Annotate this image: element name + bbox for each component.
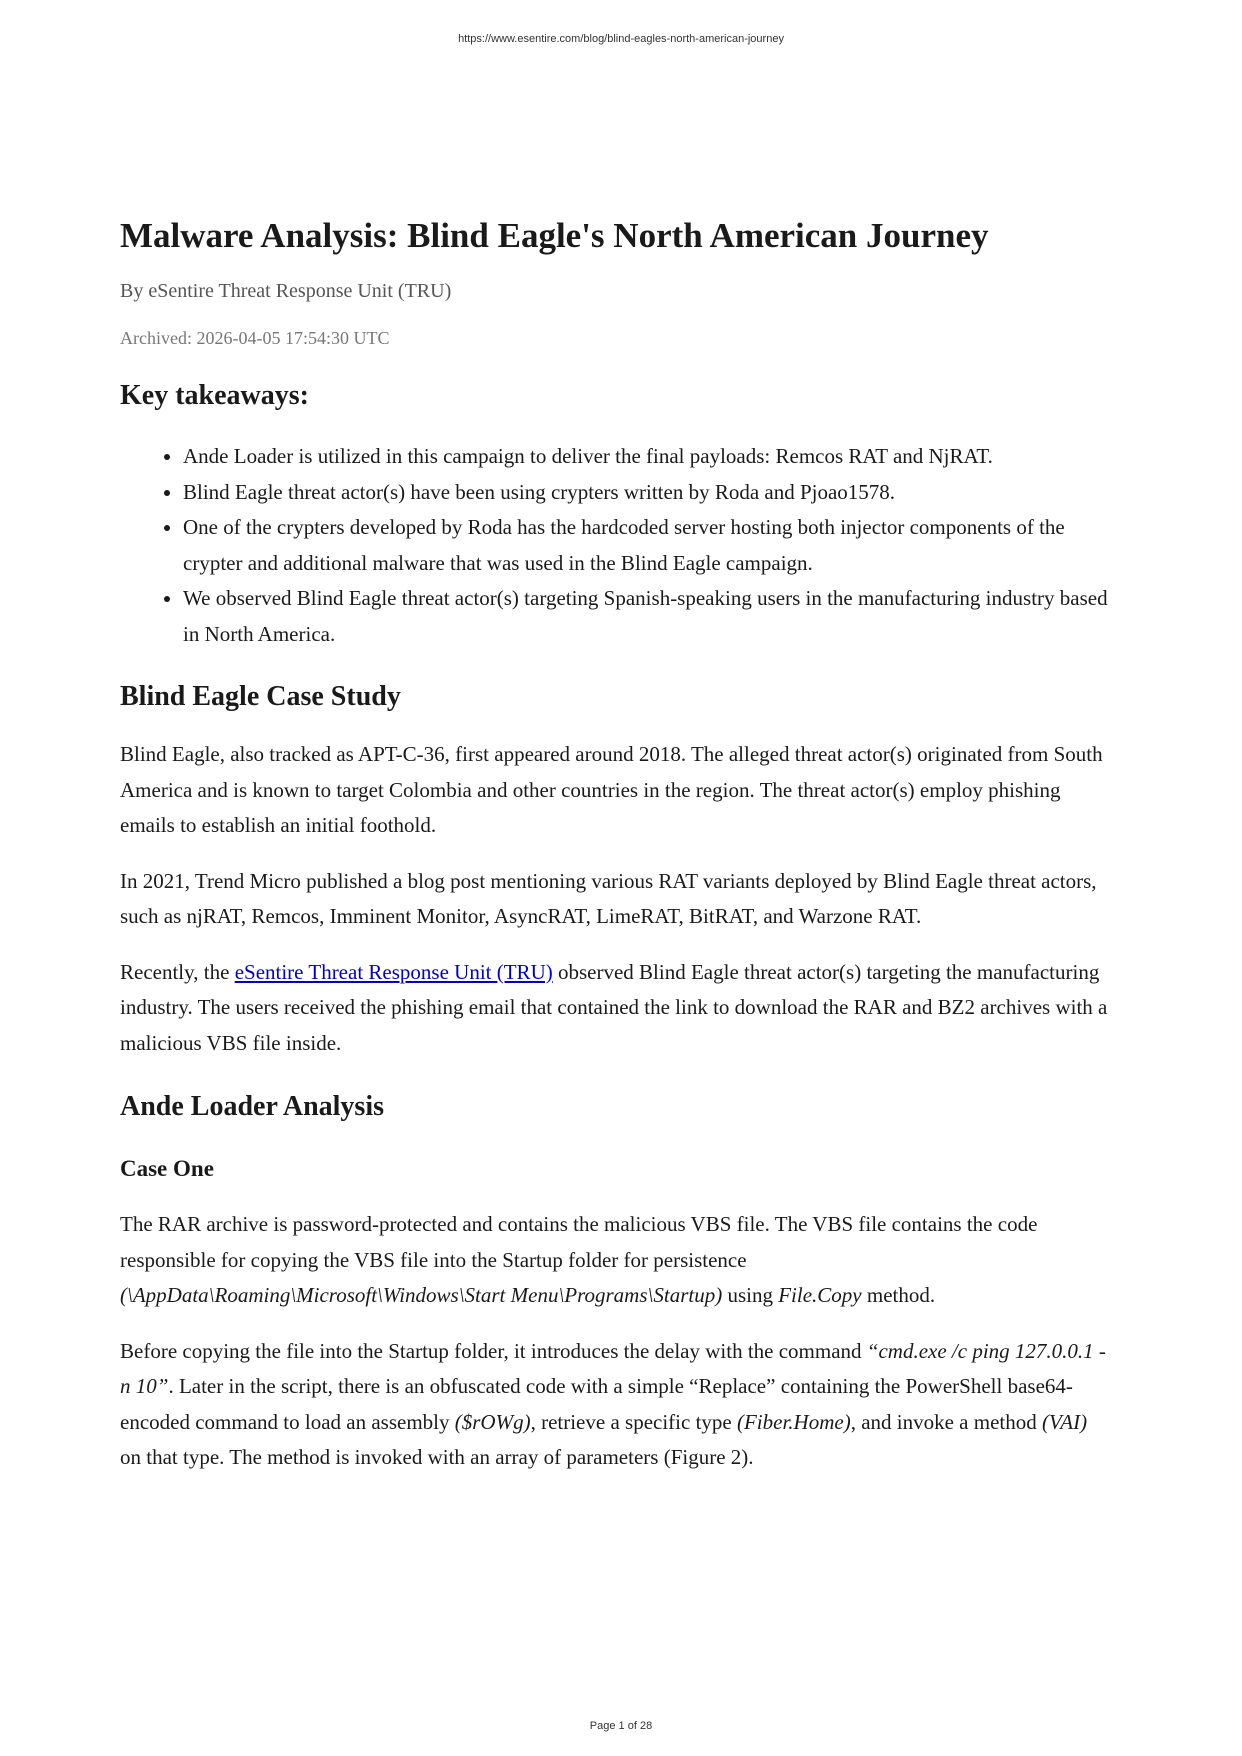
ande-loader-heading: Ande Loader Analysis xyxy=(120,1091,384,1122)
startup-path: (\AppData\Roaming\Microsoft\Windows\Start Menu\Programs\Startup) xyxy=(120,1283,723,1307)
paragraph-text: , retrieve a specific type xyxy=(530,1409,737,1434)
article-title: Malware Analysis: Blind Eagle's North American Journey xyxy=(120,216,989,255)
list-item: • Ande Loader is utilized in this campaign to deliver the final payloads: Remcos RAT and NjRAT. xyxy=(183,439,1110,475)
key-takeaways-list xyxy=(120,439,1110,652)
list-item: • We observed Blind Eagle threat actor(s) targeting Spanish-speaking users in the manufacturing industry based in North America. xyxy=(183,581,1110,652)
case-one-paragraph-2 xyxy=(120,1334,1110,1476)
paragraph-text: using xyxy=(722,1283,779,1307)
case-study-paragraph-2: In 2021, Trend Micro published a blog post mentioning various RAT variants deployed by Blind Eagle threat actors, such as njRAT, Remcos, Imminent Monitor, AsyncRAT, LimeRAT, BitRAT, and Warzone RAT. xyxy=(120,868,1097,928)
list-item: • One of the crypters developed by Roda has the hardcoded server hosting both injector components of the crypter and additional malware that was used in the Blind Eagle campaign. xyxy=(183,510,1110,581)
assembly-variable: ($rOWg) xyxy=(454,1409,531,1434)
archived-timestamp: Archived: 2026-04-05 17:54:30 UTC xyxy=(120,328,390,348)
type-name: (Fiber.Home) xyxy=(736,1409,851,1434)
paragraph-text: , and invoke a method xyxy=(850,1409,1042,1434)
method-name: (VAI) xyxy=(1041,1409,1088,1434)
paragraph-text: Recently, the xyxy=(120,959,235,984)
tru-link[interactable]: eSentire Threat Response Unit (TRU) xyxy=(234,959,553,984)
case-study-paragraph-1: Blind Eagle, also tracked as APT-C-36, first appeared around 2018. The alleged threat actor(s) originated from South America and is known to target Colombia and other countries in the region. The threat actor(s) employ phishing emails to establish an initial foothold. xyxy=(120,742,1103,837)
article-content xyxy=(120,214,1110,1476)
ping-command: “cmd.exe /c ping 127.0.0.1 -n 10” xyxy=(120,1338,1106,1398)
list-item: • Blind Eagle threat actor(s) have been using crypters written by Roda and Pjoao1578. xyxy=(183,475,1110,511)
key-takeaways-heading: Key takeaways: xyxy=(120,380,309,411)
paragraph-text: on that type. The method is invoked with an array of parameters (Figure 2). xyxy=(120,1445,754,1469)
paragraph-text: observed Blind Eagle threat actor(s) targeting the manufacturing industry. The users received the phishing email that contained the link to download the RAR and BZ2 archives with a malicious VBS file inside. xyxy=(120,959,1108,1055)
page-url-header: https://www.esentire.com/blog/blind-eagles-north-american-journey xyxy=(458,33,784,45)
case-one-heading: Case One xyxy=(120,1156,214,1181)
case-study-heading: Blind Eagle Case Study xyxy=(120,681,401,712)
page-number-footer: Page 1 of 28 xyxy=(589,1720,653,1732)
paragraph-text: The RAR archive is password-protected and contains the malicious VBS file. The VBS file contains the code responsible for copying the VBS file into the Startup folder for persistence xyxy=(120,1212,1038,1272)
file-copy-method: File.Copy xyxy=(778,1283,862,1307)
paragraph-text: Before copying the file into the Startup folder, it introduces the delay with the command xyxy=(120,1338,867,1363)
case-study-paragraph-3 xyxy=(120,955,1110,1062)
paragraph-text: method. xyxy=(861,1283,936,1307)
paragraph-text: . Later in the script, there is an obfuscated code with a simple “Replace” containing the PowerShell base64-encoded command to load an assembly xyxy=(120,1374,1073,1434)
case-one-paragraph-1 xyxy=(120,1207,1110,1314)
article-byline: By eSentire Threat Response Unit (TRU) xyxy=(120,280,452,302)
